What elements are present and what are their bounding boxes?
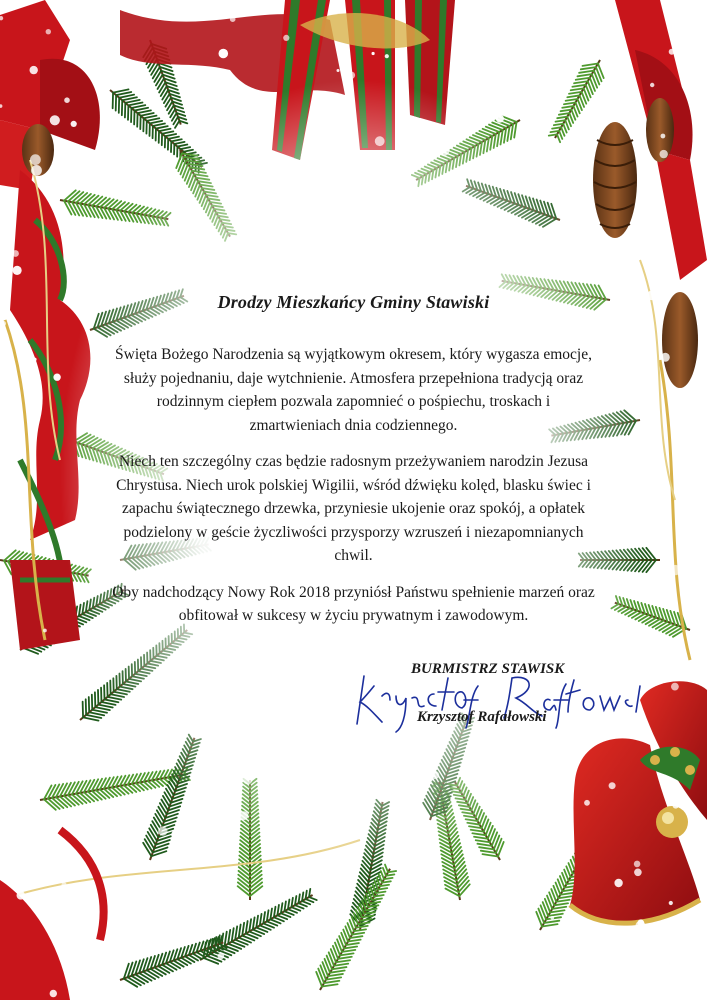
paragraph-1: Święta Bożego Narodzenia są wyjątkowym okresem, który wygasza emocje, służy pojednaniu, daje wytchnienie. Atmosfera przepełniona tradycją oraz rodzinnym ciepłem pozwala zapomnieć o pośpiechu, troskach i zmartwieniach dnia codziennego. <box>115 346 592 434</box>
signature-title: BURMISTRZ STAWISK <box>411 661 565 677</box>
letter-body <box>110 292 597 641</box>
signature-name: Krzysztof Rafałowski <box>417 709 547 725</box>
paragraph-2: Niech ten szczególny czas będzie radosnym przeżywaniem narodzin Jezusa Chrystusa. Niech urok polskiej Wigilii, wśród dźwięku kolęd, blasku świec i zapachu świątecznego drzewka, przyniesie ukojenie oraz spokój, a opłatek podzielony w geście życzliwości przysporzy wzruszeń i niezapomnianych chwil. <box>116 453 591 564</box>
paragraph-3: Oby nadchodzący Nowy Rok 2018 przyniósł Państwu spełnienie marzeń oraz obfitował w sukcesy w życiu prywatnym i zawodowym. <box>112 583 595 624</box>
greeting-heading: Drodzy Mieszkańcy Gminy Stawiski <box>217 292 490 312</box>
bottom-ribbon <box>0 830 104 1000</box>
